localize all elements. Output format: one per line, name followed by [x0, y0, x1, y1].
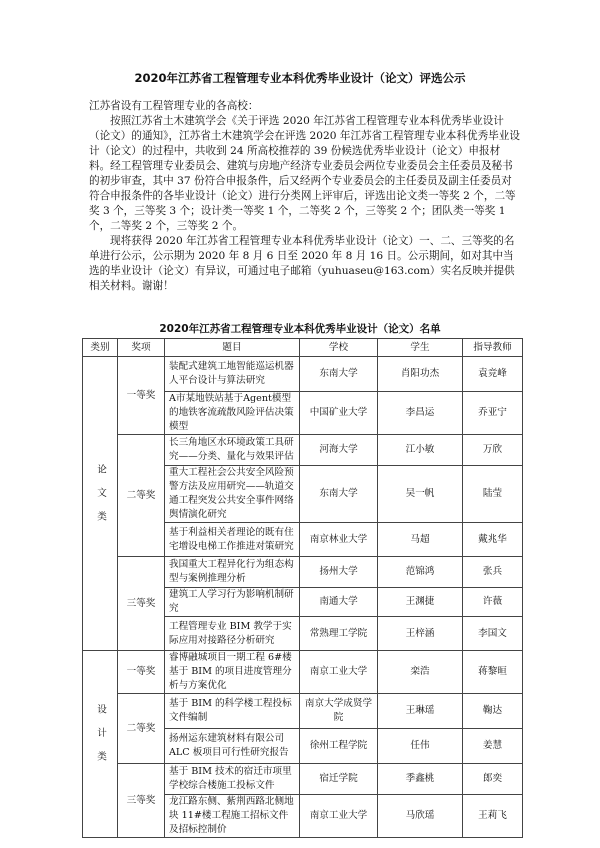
teacher-cell: 乔亚宁	[463, 392, 523, 435]
teacher-cell: 许薇	[463, 588, 523, 617]
award-cell: 二等奖	[118, 435, 165, 557]
school-cell: 南京工业大学	[300, 795, 378, 838]
table-row	[83, 694, 523, 729]
table-row	[83, 357, 523, 392]
header-teacher: 指导教师	[463, 339, 523, 357]
salutation: 江苏省设有工程管理专业的各高校：	[89, 100, 259, 112]
topic-cell: 装配式建筑工地智能巡运机器人平台设计与算法研究	[165, 357, 300, 392]
teacher-cell: 王莉飞	[463, 795, 523, 838]
topic-cell: 基于 BIM 技术的宿迁市项里学校综合楼施工投标文件	[165, 764, 300, 795]
winners-table	[82, 338, 523, 838]
teacher-cell: 戴兆华	[463, 523, 523, 557]
school-cell: 常熟理工学院	[300, 617, 378, 651]
school-cell: 中国矿业大学	[300, 392, 378, 435]
award-cell: 三等奖	[118, 557, 165, 651]
school-cell: 南京工业大学	[300, 651, 378, 694]
table-row	[83, 435, 523, 466]
announcement-body	[89, 99, 521, 294]
category-label: 设计类	[95, 704, 106, 775]
teacher-cell: 万欣	[463, 435, 523, 466]
school-cell: 宿迁学院	[300, 764, 378, 795]
school-cell: 东南大学	[300, 466, 378, 523]
header-student: 学生	[378, 339, 463, 357]
teacher-cell: 姜慧	[463, 729, 523, 764]
topic-cell: 我国重大工程异化行为组态构型与案例推理分析	[165, 557, 300, 588]
topic-cell: 睿博融城项目一期工程 6#楼基于 BIM 的项目进度管理分析与方案优化	[165, 651, 300, 694]
topic-cell: 基于 BIM 的科学楼工程投标文件编制	[165, 694, 300, 729]
student-cell: 任伟	[378, 729, 463, 764]
award-cell: 二等奖	[118, 694, 165, 764]
student-cell: 范锦鸿	[378, 557, 463, 588]
student-cell: 王琳瑶	[378, 694, 463, 729]
student-cell: 马欣瑶	[378, 795, 463, 838]
teacher-cell: 陆莹	[463, 466, 523, 523]
teacher-cell: 李国文	[463, 617, 523, 651]
topic-cell: 长三角地区水环境政策工具研究——分类、量化与效果评估	[165, 435, 300, 466]
page-title: 2020年江苏省工程管理专业本科优秀毕业设计（论文）评选公示	[134, 71, 466, 85]
student-cell: 栾浩	[378, 651, 463, 694]
paragraph-1: 按照江苏省土木建筑学会《关于评选 2020 年江苏省工程管理专业本科优秀毕业设计（论文）的通知》，江苏省土木建筑学会在评选 2020 年江苏省工程管理专业本科优秀毕业设计（论文）的过程中，共收到 24 所高校推荐的 39 份候选优秀毕业设计（论文）申报材料。经工程管理专业委员会、建筑与房地产经济专业委员会两位专业委员会主任委员及秘书的初步审查，其中 37 份符合申报条件，后又经两个专业委员会的主任委员及副主任委员对符合申报条件的各毕业设计（论文）进行分类网上评审后，评选出论文类一等奖 2 个，二等奖 3 个，三等奖 3 个；设计类一等奖 1 个，二等奖 2 个，三等奖 2 个；团队类一等奖 1 个，二等奖 2 个，三等奖 2 个。	[89, 115, 520, 232]
teacher-cell: 鞠达	[463, 694, 523, 729]
student-cell: 江小敏	[378, 435, 463, 466]
school-cell: 扬州大学	[300, 557, 378, 588]
topic-cell: 龙江路东侧、紫荆西路北侧地块 11#楼工程施工招标文件及招标控制价	[165, 795, 300, 838]
category-label: 论文类	[95, 463, 106, 535]
teacher-cell: 张兵	[463, 557, 523, 588]
award-cell: 三等奖	[118, 764, 165, 838]
school-cell: 河海大学	[300, 435, 378, 466]
student-cell: 王渊捷	[378, 588, 463, 617]
category-thesis-cell	[83, 357, 118, 651]
school-cell: 东南大学	[300, 357, 378, 392]
table-header-row	[83, 339, 523, 357]
school-cell: 南通大学	[300, 588, 378, 617]
student-cell: 季鑫桃	[378, 764, 463, 795]
topic-cell: A市某地铁站基于Agent模型的地铁客流疏散风险评估决策模型	[165, 392, 300, 435]
table-row	[83, 764, 523, 795]
award-cell: 一等奖	[118, 357, 165, 435]
header-category: 类别	[83, 339, 118, 357]
student-cell: 李昌运	[378, 392, 463, 435]
category-design-cell	[83, 651, 118, 838]
school-cell: 南京林业大学	[300, 523, 378, 557]
topic-cell: 建筑工人学习行为影响机制研究	[165, 588, 300, 617]
teacher-cell: 郎奕	[463, 764, 523, 795]
student-cell: 吴一帆	[378, 466, 463, 523]
teacher-cell: 蒋黎晅	[463, 651, 523, 694]
school-cell: 南京大学成贤学院	[300, 694, 378, 729]
topic-cell: 工程管理专业 BIM 教学于实际应用对接路径分析研究	[165, 617, 300, 651]
table-title: 2020年江苏省工程管理专业本科优秀毕业设计（论文）名单	[159, 323, 441, 335]
student-cell: 王梓涵	[378, 617, 463, 651]
topic-cell: 重大工程社会公共安全风险预警方法及应用研究——轨道交通工程突发公共安全事件网络舆情演化研究	[165, 466, 300, 523]
header-award: 奖项	[118, 339, 165, 357]
student-cell: 肖阳功杰	[378, 357, 463, 392]
student-cell: 马超	[378, 523, 463, 557]
header-topic: 题目	[165, 339, 300, 357]
topic-cell: 扬州运东建筑材料有限公司 ALC 板项目可行性研究报告	[165, 729, 300, 764]
table-row	[83, 651, 523, 694]
teacher-cell: 袁竞峰	[463, 357, 523, 392]
header-school: 学校	[300, 339, 378, 357]
topic-cell: 基于利益相关者理论的既有住宅增设电梯工作推进对策研究	[165, 523, 300, 557]
award-cell: 一等奖	[118, 651, 165, 694]
table-row	[83, 557, 523, 588]
paragraph-2: 现将获得 2020 年江苏省工程管理专业本科优秀毕业设计（论文）一、二、三等奖的名单进行公示，公示期为 2020 年 8 月 6 日至 2020 年 8 月 16 日。公示期间，如对其中当选的毕业设计（论文）有异议，可通过电子邮箱（yuhuaseu@163.com）实名反映并提供相关材料。谢谢！	[89, 235, 515, 292]
school-cell: 徐州工程学院	[300, 729, 378, 764]
